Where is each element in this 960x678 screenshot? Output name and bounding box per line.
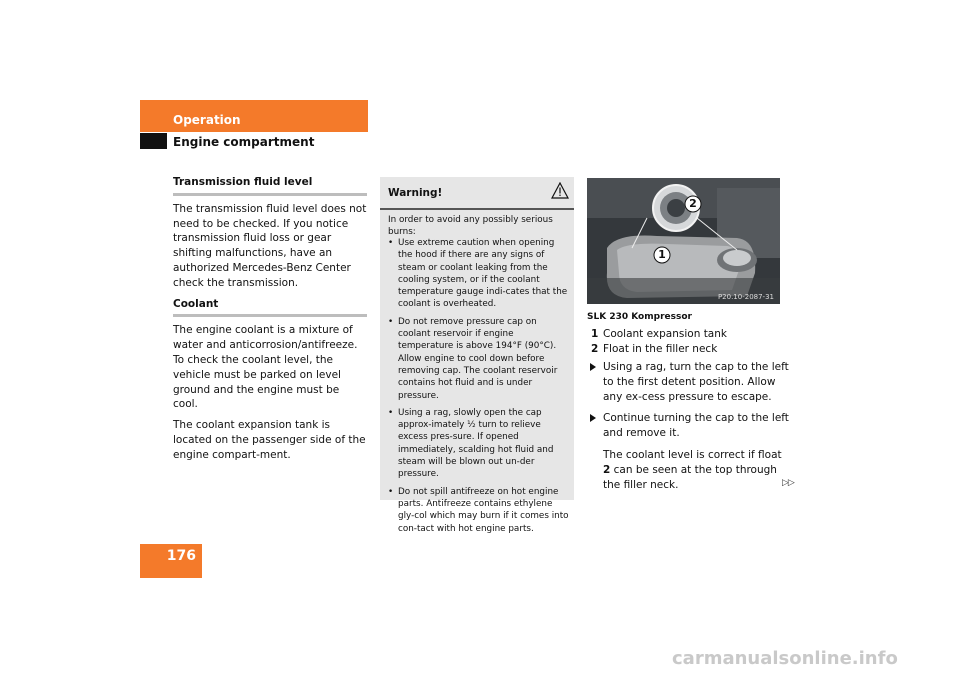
watermark: carmanualsonline.info [672,648,898,669]
figure-legend [591,327,727,357]
para-coolant-location: The coolant expansion tank is located on the passenger side of the engine compart-ment. [173,419,366,461]
warning-divider [380,208,574,210]
instruction-steps [590,360,790,499]
callout-2-label: 2 [689,197,697,210]
warning-item: • Use extreme caution when opening the hood if there are any signs of steam or coolant leaking from the cooling system, or if the coolant temperature gauge indi-cates that the coolant is overheated. [388,238,568,310]
para-transmission: The transmission fluid level does not need to be checked. If you notice transmission fluid loss or gear shifting malfunctions, have an authorized Mercedes-Benz Center check the transmission. [173,202,367,289]
page-number-box [140,544,202,578]
image-id: P20.10-2087-31 [717,293,774,301]
legend-item: 1 Coolant expansion tank [591,328,727,340]
figure-caption: SLK 230 Kompressor [587,312,692,322]
warning-intro: In order to avoid any possibly serious burns: [388,215,553,238]
step-item: Using a rag, turn the cap to the left to the first detent position. Allow any ex-cess pressure to escape. [590,360,790,404]
left-column [173,175,367,463]
engine-photo [587,178,780,304]
step-item: Continue turning the cap to the left and remove it. [590,411,790,441]
warning-title: Warning! [388,187,443,199]
page-number: 176 [166,548,196,564]
heading-coolant: Coolant [173,297,367,318]
warning-item: • Using a rag, slowly open the cap approx-imately ½ turn to relieve excess pres-sure. If opened immediately, scalding hot fluid and steam will be blown out un-der pressure. [388,407,554,480]
continue-arrows-icon: ▷▷ [782,478,794,488]
para-coolant-mix: The engine coolant is a mixture of water and anticorrosion/antifreeze. To check the coolant level, the vehicle must be parked on level ground and the engine must be cool. [173,324,358,411]
legend-item: 2 Float in the filler neck [591,342,718,355]
step-arrow-icon [590,363,596,371]
warning-box [380,177,574,534]
callout-1-label: 1 [658,248,666,261]
step-arrow-icon [590,414,596,422]
warning-item: • Do not remove pressure cap on coolant reservoir if engine temperature is above 194°F (90°C). Allow engine to cool down before removing cap. The coolant reservoir contains hot fluid and is under pressure. [388,316,558,401]
subsection-title: Engine compartment [173,135,315,149]
warning-item: • Do not spill antifreeze on hot engine parts. Antifreeze contains ethylene gly-col which may burn if it comes into con-tact with hot engine parts. [388,486,569,534]
warning-triangle-icon [551,182,569,199]
coolant-note: The coolant level is correct if float 2 can be seen at the top through the filler neck. [603,448,782,491]
section-title: Operation [173,113,241,127]
warning-list [388,232,570,535]
heading-transmission: Transmission fluid level [173,175,367,196]
header-marker [140,133,167,149]
